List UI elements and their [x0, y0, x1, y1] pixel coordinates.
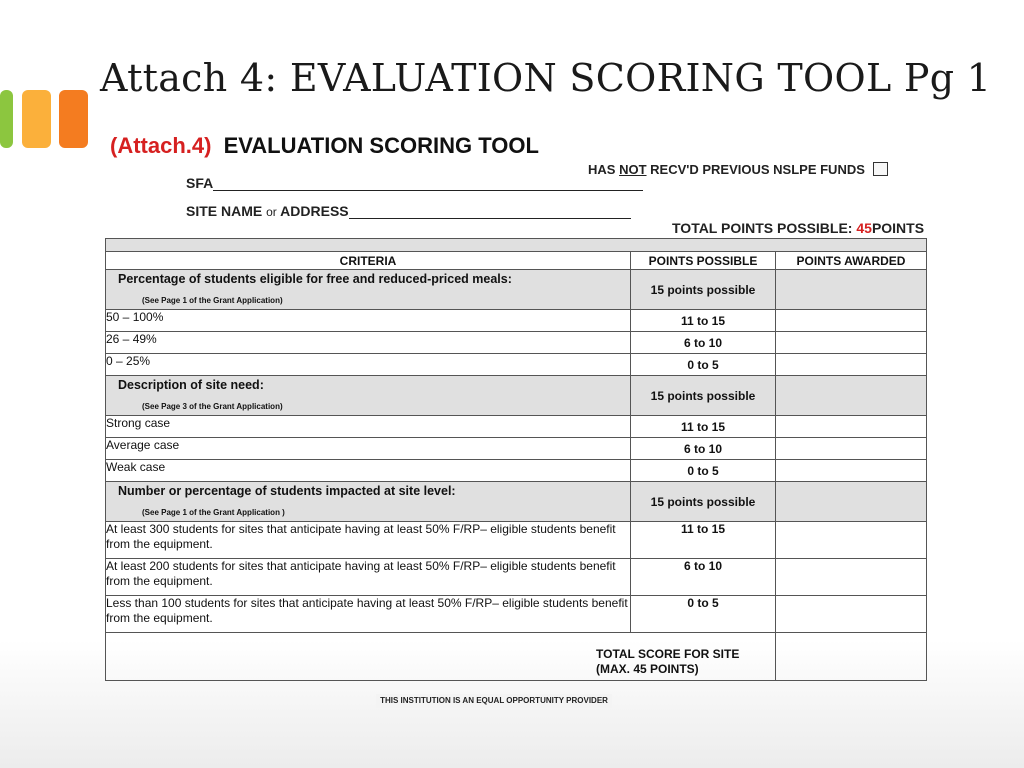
criteria-cell: Strong case [106, 416, 631, 438]
slide-title: Attach 4: EVALUATION SCORING TOOL Pg 1 [100, 56, 992, 100]
total-score-row [106, 633, 927, 681]
points-range-cell: 6 to 10 [631, 438, 776, 460]
points-awarded-cell[interactable] [776, 332, 927, 354]
criteria-cell: 50 – 100% [106, 310, 631, 332]
equal-opportunity-note: THIS INSTITUTION IS AN EQUAL OPPORTUNITY PROVIDER [376, 694, 612, 708]
criteria-cell: At least 200 students for sites that anticipate having at least 50% F/RP– eligible students benefit from the equipment. [106, 559, 631, 596]
sfa-input-line[interactable] [213, 176, 643, 191]
total-score-label: TOTAL SCORE FOR SITE (MAX. 45 POINTS) [596, 647, 740, 676]
site-field: SITE NAME or ADDRESS [186, 203, 631, 219]
table-row [106, 354, 927, 376]
attach-label: (Attach.4) [110, 133, 212, 158]
section-header-row [106, 482, 927, 522]
points-awarded-cell[interactable] [776, 438, 927, 460]
table-row [106, 416, 927, 438]
section-title: Number or percentage of students impacted at site level: [118, 484, 456, 498]
green-accent-block [0, 90, 13, 148]
points-range-cell: 11 to 15 [631, 416, 776, 438]
table-row [106, 460, 927, 482]
points-awarded-cell[interactable] [776, 559, 927, 596]
nslpe-checkbox[interactable] [873, 162, 888, 176]
points-awarded-cell[interactable] [776, 460, 927, 482]
points-awarded-cell[interactable] [776, 354, 927, 376]
section-header-row [106, 376, 927, 416]
tool-title: EVALUATION SCORING TOOL [223, 133, 539, 158]
table-top-band [106, 239, 927, 252]
total-score-cell[interactable] [776, 633, 927, 681]
nslpe-funds-line: HAS NOT RECV'D PREVIOUS NSLPE FUNDS [588, 162, 888, 177]
table-row [106, 310, 927, 332]
section-note: (See Page 1 of the Grant Application) [142, 296, 283, 305]
yellow-accent-block [22, 90, 51, 148]
orange-accent-block [59, 90, 88, 148]
section-note: (See Page 3 of the Grant Application) [142, 402, 283, 411]
table-row [106, 596, 927, 633]
section-title: Description of site need: [118, 378, 264, 392]
criteria-header: CRITERIA [106, 252, 631, 270]
points-awarded-cell[interactable] [776, 310, 927, 332]
total-points-possible: TOTAL POINTS POSSIBLE: 45POINTS [672, 220, 925, 236]
sfa-field: SFA [186, 175, 643, 191]
tool-header [110, 133, 539, 159]
points-awarded-cell[interactable] [776, 596, 927, 633]
points-range-cell: 11 to 15 [631, 522, 776, 559]
section-title: Percentage of students eligible for free and reduced-priced meals: [118, 272, 512, 286]
points-range-cell: 0 to 5 [631, 354, 776, 376]
points-awarded-cell[interactable] [776, 482, 927, 522]
criteria-cell: Weak case [106, 460, 631, 482]
points-awarded-cell[interactable] [776, 376, 927, 416]
points-possible-header: POINTS POSSIBLE [631, 252, 776, 270]
table-row [106, 438, 927, 460]
section-header-row [106, 270, 927, 310]
points-range-cell: 11 to 15 [631, 310, 776, 332]
table-row [106, 332, 927, 354]
criteria-cell: At least 300 students for sites that anticipate having at least 50% F/RP– eligible students benefit from the equipment. [106, 522, 631, 559]
points-awarded-cell[interactable] [776, 270, 927, 310]
points-range-cell: 6 to 10 [631, 332, 776, 354]
criteria-cell: Average case [106, 438, 631, 460]
points-range-cell: 6 to 10 [631, 559, 776, 596]
scoring-table [105, 238, 927, 681]
points-awarded-header: POINTS AWARDED [776, 252, 927, 270]
criteria-cell: Less than 100 students for sites that anticipate having at least 50% F/RP– eligible students benefit from the equipment. [106, 596, 631, 633]
table-header-row [106, 252, 927, 270]
table-row [106, 559, 927, 596]
criteria-cell: 0 – 25% [106, 354, 631, 376]
site-input-line[interactable] [349, 204, 631, 219]
table-row [106, 522, 927, 559]
points-awarded-cell[interactable] [776, 416, 927, 438]
section-points: 15 points possible [631, 270, 776, 310]
section-note: (See Page 1 of the Grant Application ) [142, 508, 285, 517]
points-range-cell: 0 to 5 [631, 596, 776, 633]
section-points: 15 points possible [631, 482, 776, 522]
points-range-cell: 0 to 5 [631, 460, 776, 482]
criteria-cell: 26 – 49% [106, 332, 631, 354]
points-awarded-cell[interactable] [776, 522, 927, 559]
section-points: 15 points possible [631, 376, 776, 416]
